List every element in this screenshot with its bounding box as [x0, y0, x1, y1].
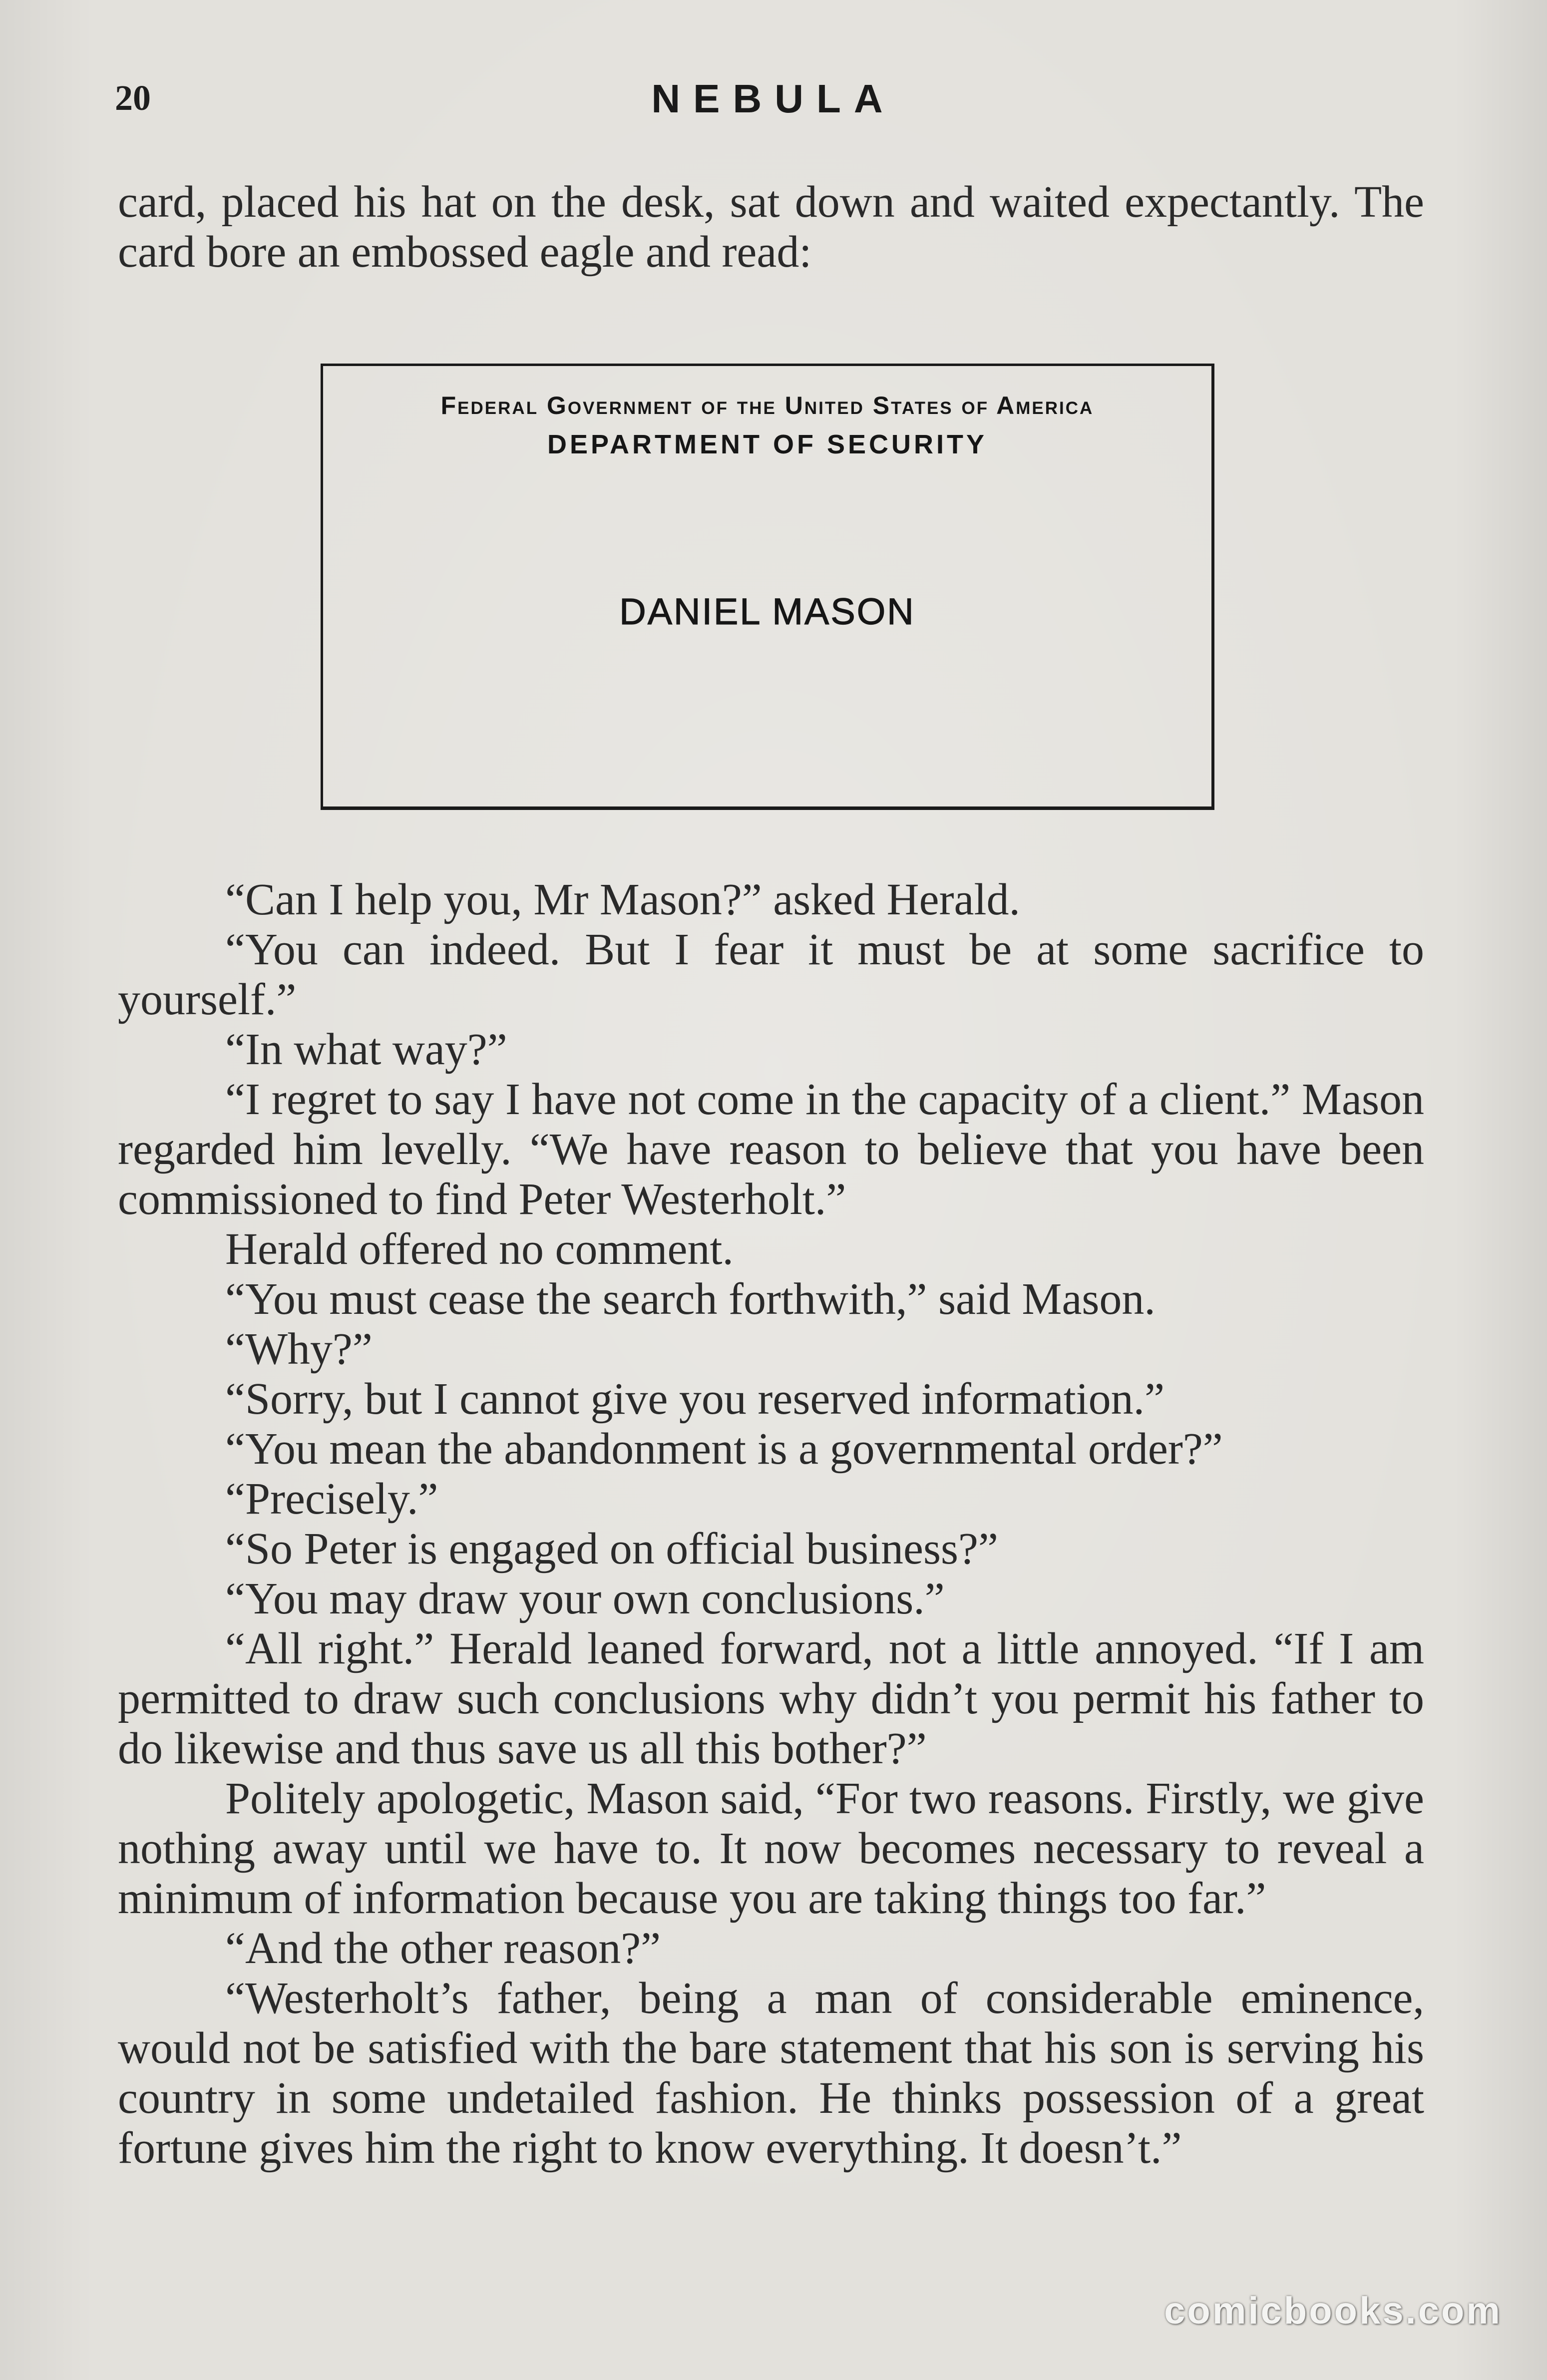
paragraph: “Why?”: [225, 1324, 373, 1374]
card-name: DANIEL MASON: [619, 591, 915, 632]
paragraph: “You can indeed. But I fear it must be at some sacrifice to yourself.”: [118, 925, 1424, 1024]
intro-paragraph: card, placed his hat on the desk, sat down and waited expectantly. The card bore an embossed eagle and read:: [118, 177, 1424, 277]
paragraph: Politely apologetic, Mason said, “For two reasons. Firstly, we give nothing away until we have to. It now becomes necessary to reveal a minimum of information because you are taking things too far.”: [118, 1774, 1424, 1923]
business-card: [321, 364, 1214, 810]
paragraph: “So Peter is engaged on official business?”: [225, 1524, 998, 1574]
paragraph: “You mean the abandonment is a governmental order?”: [225, 1424, 1223, 1474]
paragraph: “Sorry, but I cannot give you reserved information.”: [225, 1374, 1165, 1424]
paragraph: “And the other reason?”: [225, 1924, 661, 1973]
watermark-logo: comicbooks.com: [1164, 2290, 1502, 2332]
running-head-title: NEBULA: [651, 76, 896, 121]
paragraph: Herald offered no comment.: [225, 1224, 734, 1274]
card-department-line: DEPARTMENT OF SECURITY: [547, 429, 987, 459]
paragraph: “I regret to say I have not come in the capacity of a client.” Mason regarded him levelly. “We have reason to believe that you have been commissioned to find Peter Westerholt.”: [118, 1075, 1424, 1224]
page-number: 20: [115, 78, 151, 118]
paragraph: “Precisely.”: [225, 1474, 438, 1524]
card-government-line: Federal Government of the United States of America: [440, 392, 1094, 419]
paragraph: “Westerholt’s father, being a man of considerable eminence, would not be satisfied with the bare statement that his son is serving his country in some undetailed fashion. He thinks possession of a great fortune gives him the right to know everything. It doesn’t.”: [118, 1974, 1424, 2173]
paragraph: “You may draw your own conclusions.”: [225, 1574, 945, 1623]
paragraph: “All right.” Herald leaned forward, not a little annoyed. “If I am permitted to draw such conclusions why didn’t you permit his father to do likewise and thus save us all this bother?”: [118, 1624, 1424, 1773]
intro-text: [118, 177, 1424, 277]
paragraph: “Can I help you, Mr Mason?” asked Herald.: [225, 875, 1021, 924]
paragraph: “In what way?”: [225, 1025, 507, 1074]
dialogue-text: [118, 875, 1424, 2173]
paragraph: “You must cease the search forthwith,” said Mason.: [225, 1274, 1156, 1324]
